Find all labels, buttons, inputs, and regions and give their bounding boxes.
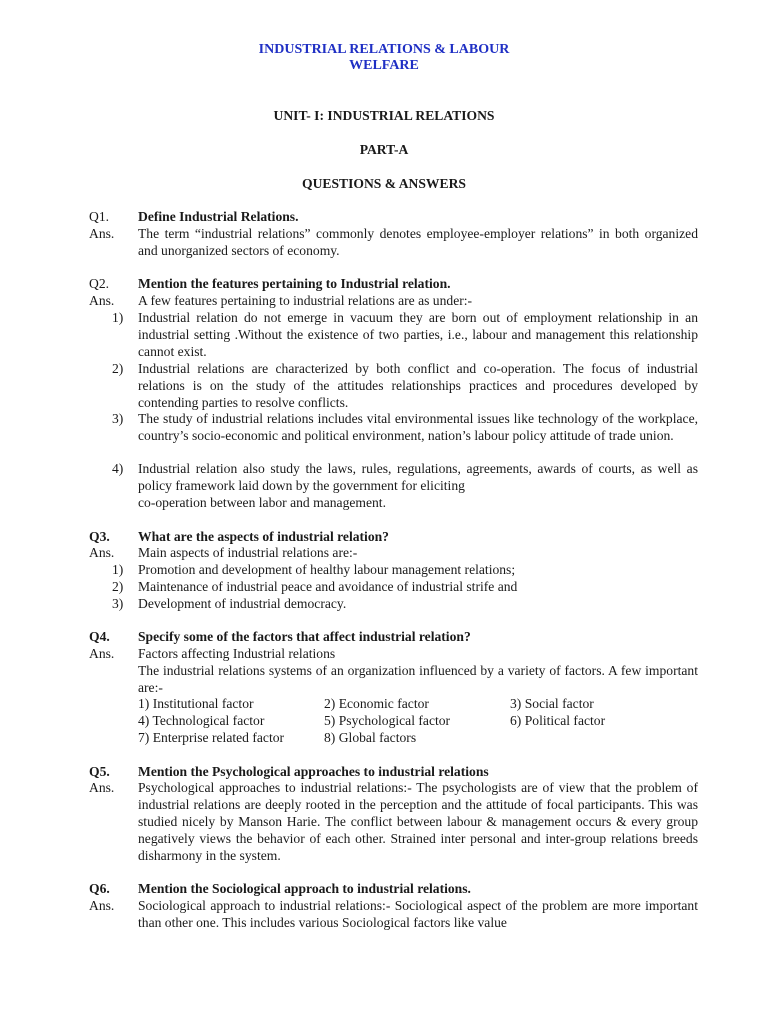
q3-text: What are the aspects of industrial relation? — [138, 529, 389, 544]
q1-ans-label: Ans. — [89, 226, 115, 241]
q6-ans-text: Sociological approach to industrial relations:- Sociological aspect of the problem are more important than other one. This includes various Sociological factors like value — [138, 898, 698, 930]
q5-ans-label: Ans. — [89, 780, 115, 795]
q5-ans-text: Psychological approaches to industrial relations:- The psychologists are of view that the problem of industrial relations are deeply rooted in the perception and the attitude of focal participants. This was studied nicely by Manson Harie. The conflict between labour & management occurs & every group negatively views the behavior of each other. Strained inter personal and inter-group relations breeds disharmony in the system. — [138, 780, 698, 863]
list-item-number: 1) — [112, 310, 124, 325]
factor-item: 5) Psychological factor — [324, 713, 451, 728]
factor-item: 6) Political factor — [510, 713, 606, 728]
document-title-line2: WELFARE — [349, 58, 419, 73]
list-item-number: 4) — [112, 461, 124, 476]
factor-item: 8) Global factors — [324, 730, 417, 745]
q4-label: Q4. — [89, 629, 110, 644]
q4-ans-text: Factors affecting Industrial relations — [138, 646, 336, 661]
list-item-text: Industrial relations are characterized by both conflict and co-operation. The focus of industrial relations is on the study of the attitudes relationships practices and procedures developed by contending parties to resolve conflicts. — [138, 361, 698, 410]
list-item-text: Industrial relation do not emerge in vacuum they are born out of employment relationship in an industrial setting .Without the existence of two parties, i.e., labour and management this relationship cannot exist. — [138, 310, 698, 359]
list-item-number: 1) — [112, 562, 124, 577]
factor-item: 2) Economic factor — [324, 696, 429, 711]
q4-ans-label: Ans. — [89, 646, 115, 661]
factor-item: 7) Enterprise related factor — [138, 730, 285, 745]
list-item-text: The study of industrial relations includes vital environmental issues like technology of the workplace, country’s socio-economic and political environment, nation’s labour policy attitude of trade union. — [138, 411, 698, 443]
list-item-text: Development of industrial democracy. — [138, 596, 347, 611]
q6-text: Mention the Sociological approach to industrial relations. — [138, 881, 471, 896]
q2-ans-text: A few features pertaining to industrial relations are as under:- — [138, 293, 473, 308]
q4-paragraph: The industrial relations systems of an organization influenced by a variety of factors. A few important are:- — [138, 663, 698, 695]
q2-ans-label: Ans. — [89, 293, 115, 308]
q3-label: Q3. — [89, 529, 110, 544]
q3-ans-label: Ans. — [89, 545, 115, 560]
q3-ans-text: Main aspects of industrial relations are:- — [138, 545, 358, 560]
q5-text: Mention the Psychological approaches to industrial relations — [138, 764, 489, 779]
q4-text: Specify some of the factors that affect industrial relation? — [138, 629, 471, 644]
section-heading: QUESTIONS & ANSWERS — [302, 176, 466, 191]
list-item-text: Industrial relation also study the laws, rules, regulations, agreements, awards of courts, as well as policy framework laid down by the government for eliciting — [138, 461, 698, 493]
list-item-number: 3) — [112, 411, 124, 426]
factor-item: 4) Technological factor — [138, 713, 265, 728]
list-item-number: 2) — [112, 361, 124, 376]
unit-heading: UNIT- I: INDUSTRIAL RELATIONS — [273, 108, 495, 123]
list-item-text: Maintenance of industrial peace and avoidance of industrial strife and — [138, 579, 518, 594]
document-title-line1: INDUSTRIAL RELATIONS & LABOUR — [258, 42, 510, 57]
q1-ans-text: The term “industrial relations” commonly denotes employee-employer relations” in both organized and unorganized sectors of economy. — [138, 226, 698, 258]
list-item-number: 3) — [112, 596, 124, 611]
part-heading: PART-A — [359, 142, 409, 157]
q2-text: Mention the features pertaining to Industrial relation. — [138, 276, 451, 291]
list-item-text: Promotion and development of healthy labour management relations; — [138, 562, 516, 577]
q1-label: Q1. — [89, 209, 110, 224]
factor-item: 1) Institutional factor — [138, 696, 254, 711]
list-item-continuation: co-operation between labor and management. — [138, 495, 386, 510]
q5-label: Q5. — [89, 764, 110, 779]
list-item-number: 2) — [112, 579, 124, 594]
q6-label: Q6. — [89, 881, 110, 896]
q6-ans-label: Ans. — [89, 898, 115, 913]
q2-label: Q2. — [89, 276, 110, 291]
factor-item: 3) Social factor — [510, 696, 594, 711]
q1-text: Define Industrial Relations. — [138, 209, 299, 224]
